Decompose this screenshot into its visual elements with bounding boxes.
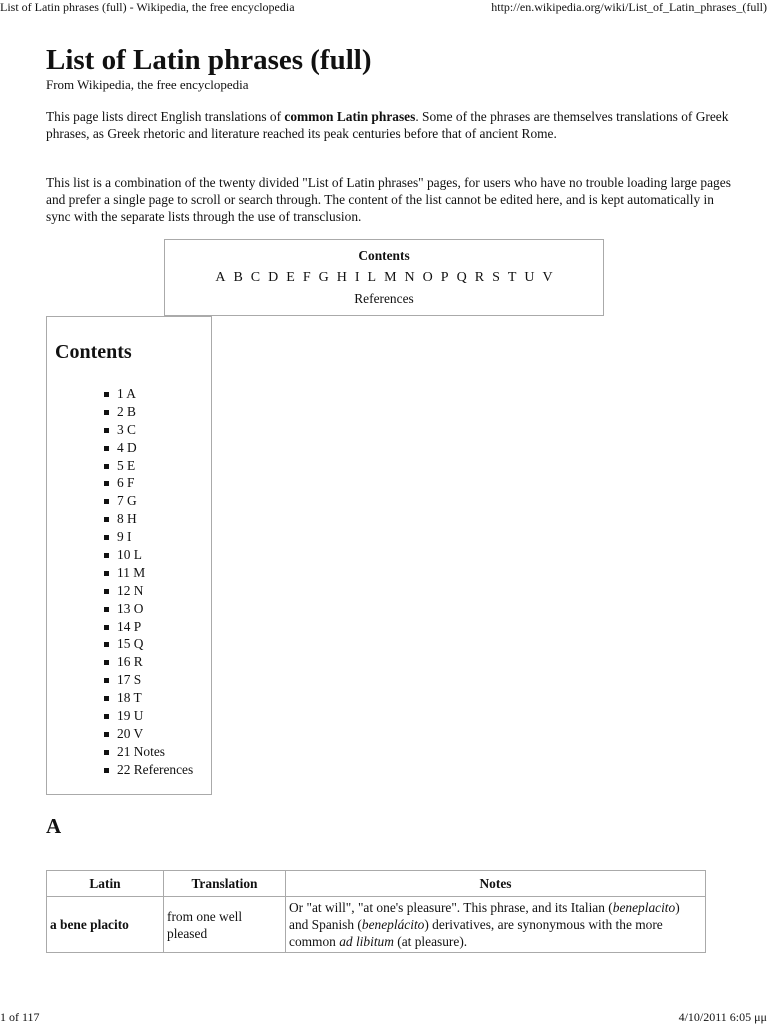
notes-text: ) and Spanish ( xyxy=(289,900,680,932)
letter-link-d[interactable]: D xyxy=(268,270,279,285)
letter-link-e[interactable]: E xyxy=(286,270,295,285)
letter-link-o[interactable]: O xyxy=(422,270,433,285)
letter-link-s[interactable]: S xyxy=(492,270,500,285)
letter-link-l[interactable]: L xyxy=(367,270,377,285)
toc-item[interactable]: 9 I xyxy=(47,528,193,546)
toc-item[interactable]: 16 R xyxy=(47,653,193,671)
toc-item[interactable]: 5 E xyxy=(47,457,193,475)
notes-text: (at pleasure). xyxy=(393,934,468,949)
print-header-title: List of Latin phrases (full) - Wikipedia, the free encyclopedia xyxy=(0,0,295,14)
letter-link-g[interactable]: G xyxy=(318,270,329,285)
letter-link-c[interactable]: C xyxy=(250,270,261,285)
page-subtitle: From Wikipedia, the free encyclopedia xyxy=(46,77,249,92)
letter-link-q[interactable]: Q xyxy=(456,270,467,285)
letter-link-n[interactable]: N xyxy=(404,270,415,285)
letter-link-r[interactable]: R xyxy=(474,270,485,285)
latin-phrase-cell: a bene placito xyxy=(47,897,164,953)
toc-item[interactable]: 4 D xyxy=(47,439,193,457)
toc-item[interactable]: 19 U xyxy=(47,707,193,725)
letter-navigation-box xyxy=(164,239,604,316)
notes-text: Or "at will", "at one's pleasure". This phrase, and its Italian ( xyxy=(289,900,613,915)
column-header-notes: Notes xyxy=(286,871,706,897)
table-of-contents xyxy=(46,316,212,795)
print-footer-date: 4/10/2011 6:05 μμ xyxy=(678,1010,767,1024)
toc-item[interactable]: 18 T xyxy=(47,689,193,707)
notes-italic-term[interactable]: ad libitum xyxy=(339,934,394,949)
letter-navigation-title: Contents xyxy=(358,248,410,263)
print-footer-page-count: 1 of 117 xyxy=(0,1010,40,1024)
letter-link-f[interactable]: F xyxy=(302,270,311,285)
toc-item[interactable]: 15 Q xyxy=(47,635,193,653)
toc-item[interactable]: 2 B xyxy=(47,403,193,421)
toc-item[interactable]: 20 V xyxy=(47,725,193,743)
notes-cell xyxy=(286,897,706,953)
letter-link-v[interactable]: V xyxy=(542,270,553,285)
toc-item[interactable]: 10 L xyxy=(47,546,193,564)
toc-title: Contents xyxy=(55,341,132,363)
toc-item[interactable]: 17 S xyxy=(47,671,193,689)
letter-link-p[interactable]: P xyxy=(440,270,449,285)
toc-item[interactable]: 22 References xyxy=(47,761,193,779)
toc-item[interactable]: 12 N xyxy=(47,582,193,600)
toc-item[interactable]: 3 C xyxy=(47,421,193,439)
table-header-row xyxy=(47,871,706,897)
toc-item[interactable]: 11 M xyxy=(47,564,193,582)
notes-italic-term: beneplácito xyxy=(361,917,425,932)
letter-link-h[interactable]: H xyxy=(336,270,347,285)
toc-item[interactable]: 14 P xyxy=(47,618,193,636)
intro-text-start: This page lists direct English translations of xyxy=(46,109,285,124)
translation-cell: from one well pleased xyxy=(164,897,286,953)
toc-item[interactable]: 21 Notes xyxy=(47,743,193,761)
latin-phrases-table xyxy=(46,870,706,953)
toc-item[interactable]: 7 G xyxy=(47,492,193,510)
letter-links xyxy=(165,270,603,286)
combination-paragraph: This list is a combination of the twenty divided "List of Latin phrases" pages, for users who have no trouble loading large pages and prefer a single page to scroll or search through. The content of the list cannot be edited here, and is kept automatically in sync with the separate lists through the use of transclusion. xyxy=(46,175,731,224)
intro-text-end: . Some of the phrases are themselves translations of Greek phrases, as Greek rhetoric and literature reached its peak centuries before that of ancient Rome. xyxy=(46,109,729,141)
toc-list xyxy=(47,385,193,779)
notes-italic-term: beneplacito xyxy=(612,900,676,915)
toc-item[interactable]: 1 A xyxy=(47,385,193,403)
references-link[interactable]: References xyxy=(354,291,414,306)
letter-link-t[interactable]: T xyxy=(507,270,517,285)
intro-paragraph xyxy=(46,108,736,142)
notes-text: ) derivatives, are synonymous with the more common xyxy=(289,917,663,949)
toc-item[interactable]: 8 H xyxy=(47,510,193,528)
column-header-latin: Latin xyxy=(47,871,164,897)
table-row xyxy=(47,897,706,953)
letter-link-m[interactable]: M xyxy=(384,270,397,285)
section-heading-a: A xyxy=(46,814,62,838)
letter-link-b[interactable]: B xyxy=(233,270,243,285)
common-latin-phrases-link[interactable]: common Latin phrases xyxy=(284,109,416,124)
letter-link-u[interactable]: U xyxy=(524,270,535,285)
print-header-url: http://en.wikipedia.org/wiki/List_of_Latin_phrases_(full) xyxy=(491,0,767,14)
toc-item[interactable]: 13 O xyxy=(47,600,193,618)
page-title: List of Latin phrases (full) xyxy=(46,44,372,76)
letter-link-a[interactable]: A xyxy=(215,270,226,285)
toc-item[interactable]: 6 F xyxy=(47,474,193,492)
letter-link-i[interactable]: I xyxy=(354,270,360,285)
column-header-translation: Translation xyxy=(164,871,286,897)
